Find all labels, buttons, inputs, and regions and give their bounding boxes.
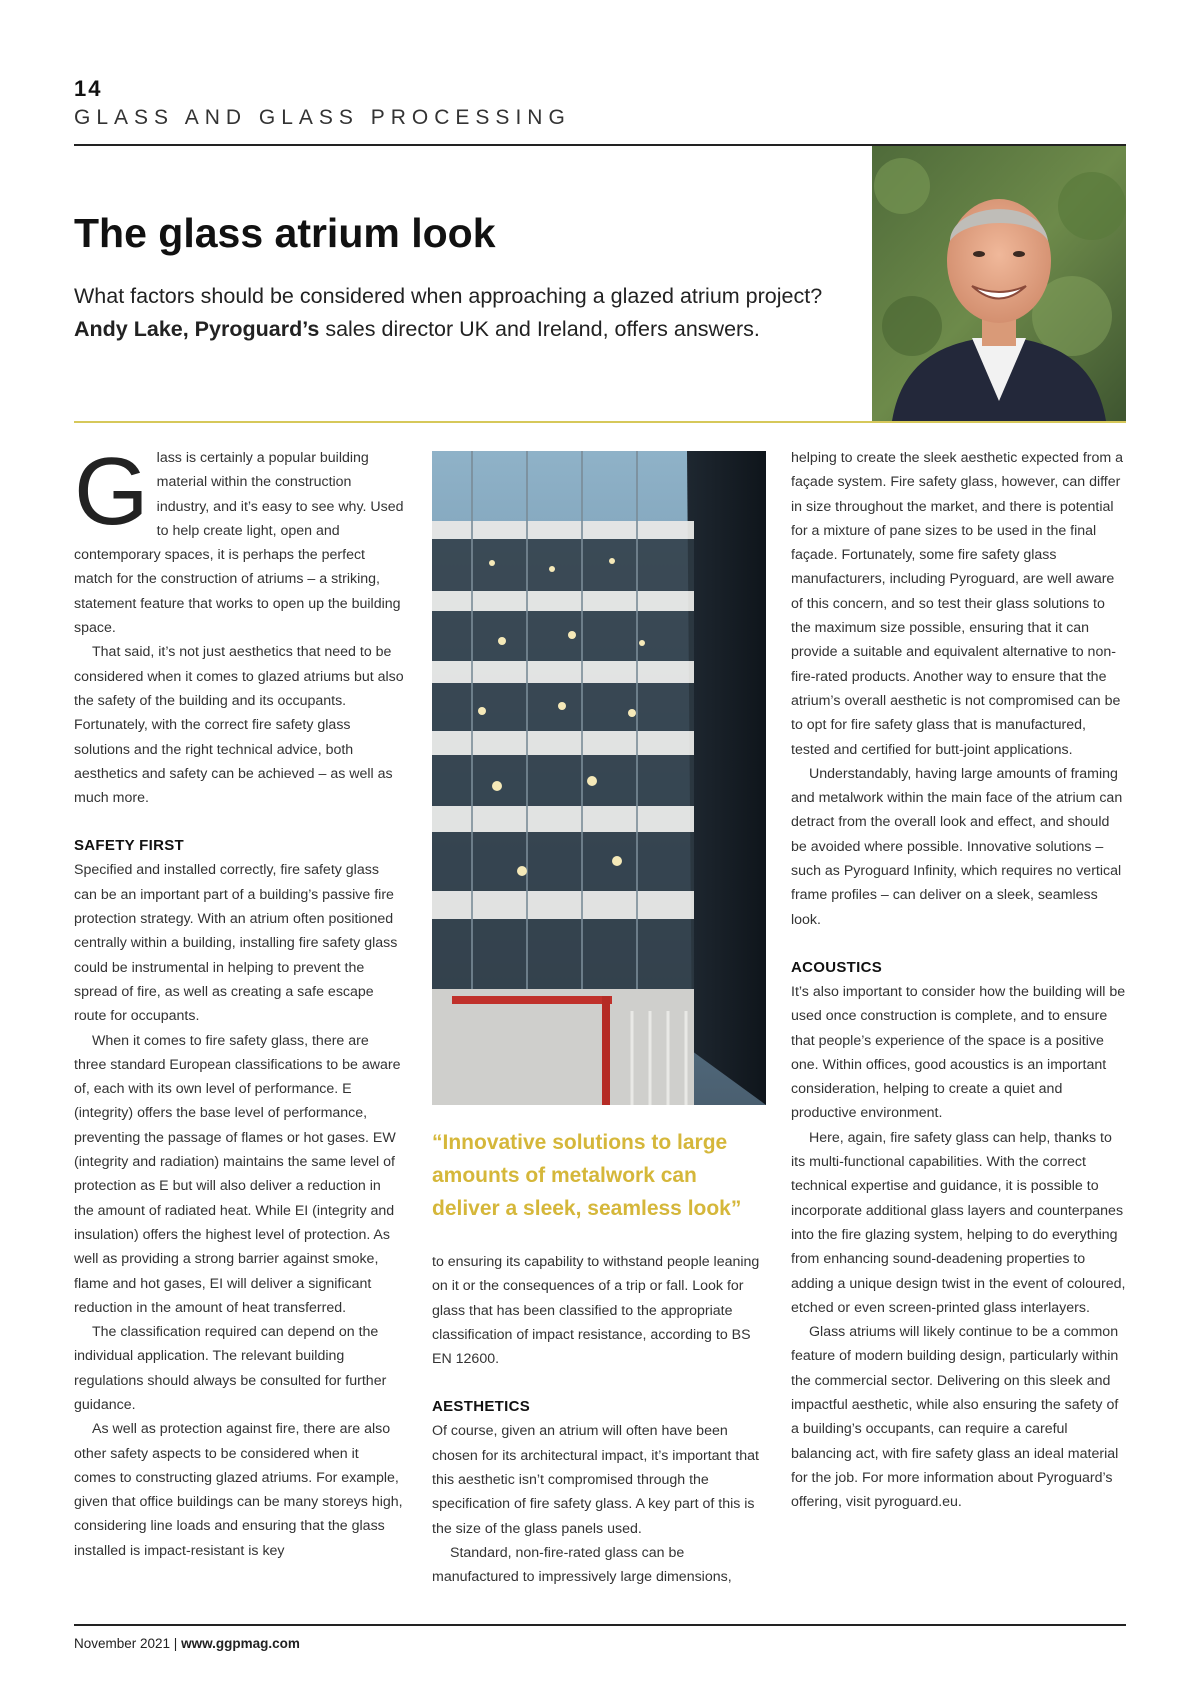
acoustics-paragraph-2: Here, again, fire safety glass can help, thanks to its multi-functional capabilities. With the correct technical expertise and guidance, it is possible to incorporate additional glass layers and counterpanes into the fire glazing system, helping to do everything from enhancing sound-deadening properties to adding a unique design twist in the event of coloured, etched or even screen-printed glass interlayers. (791, 1129, 1126, 1316)
aesthetics-paragraph-2: Standard, non-fire-rated glass can be manufactured to impressively large dimensions, (432, 1544, 732, 1586)
standfirst-question: What factors should be considered when approaching a glazed atrium project? (74, 284, 823, 308)
intro-paragraph: Glass is certainly a popular building material within the construction industry, and it’s easy to see why. Used to help create light, open and contemporary spaces, it is perhaps the perfect match for the construction of atriums – a striking, statement feature that works to open up the building space. (74, 438, 404, 637)
aesthetics-heading: AESTHETICS (432, 1398, 531, 1416)
safety-paragraph-1: Specified and installed correctly, fire safety glass can be an important part of a building’s passive fire protection strategy. With an atrium often positioned centrally within a building, installing fire safety glass could be instrumental in helping to prevent the spread of fire, as well as creating a safe escape route for occupants. (74, 862, 398, 1025)
footer (74, 1636, 300, 1651)
article-column-left (74, 438, 404, 1563)
author-portrait (872, 146, 1126, 421)
byline-role: sales director UK and Ireland, offers answers. (319, 317, 760, 341)
safety-heading: SAFETY FIRST (74, 837, 184, 855)
title-divider (74, 421, 1126, 423)
acoustics-paragraph-3: Glass atriums will likely continue to be a common feature of modern building design, particularly within the commercial sector. Delivering on this sleek and impactful aesthetic, while also ensuring the safety of a building’s occupants, can require a careful balancing act, with fire safety glass an ideal material for the job. For more information about Pyroguard’s offering, visit pyroguard.eu. (791, 1324, 1119, 1511)
article-column-middle (432, 1250, 762, 1590)
safety-paragraph-3: The classification required can depend on the individual application. The relevant building regulations should always be consulted for further guidance. (74, 1324, 387, 1413)
footer-website-link[interactable]: www.ggpmag.com (181, 1636, 300, 1651)
article-title: The glass atrium look (74, 210, 496, 256)
intro-paragraph-2: That said, it’s not just aesthetics that need to be considered when it comes to glazed atriums but also the safety of the building and its occupants. Fortunately, with the correct fire safety glass solutions and the right technical advice, both aesthetics and safety can be achieved – as well as much more. (74, 644, 404, 807)
footer-date: November 2021 | (74, 1636, 182, 1651)
safety-paragraph-4: As well as protection against fire, there are also other safety aspects to be considered when it comes to constructing glazed atriums. For example, given that office buildings can be many storeys high, considering line loads and ensuring that the glass installed is impact-resistant is key (74, 1421, 403, 1559)
pull-quote: “Innovative solutions to large amounts of metalwork can deliver a sleek, seamless look” (432, 1131, 742, 1220)
standfirst-byline (74, 313, 874, 346)
footer-divider (74, 1624, 1126, 1626)
impact-paragraph: to ensuring its capability to withstand people leaning on it or the consequences of a trip or fall. Look for glass that has been classified to the appropriate classification of impact resistance, according to BS EN 12600. (432, 1254, 760, 1368)
page-number: 14 (74, 76, 103, 101)
aesthetics-paragraph-4: Understandably, having large amounts of framing and metalwork within the main face of the atrium can detract from the overall look and effect, and should be avoided where possible. Innovative solutions – such as Pyroguard Infinity, which requires no vertical frame profiles – can deliver on a sleek, seamless look. (791, 765, 1123, 928)
section-label: GLASS AND GLASS PROCESSING (74, 106, 571, 129)
article-column-right (791, 446, 1127, 1514)
author-portrait-image (872, 146, 1126, 421)
acoustics-heading: ACOUSTICS (791, 958, 883, 976)
aesthetics-paragraph-3: helping to create the sleek aesthetic expected from a façade system. Fire safety glass, however, can differ in size throughout the market, and there is potential for a mixture of pane sizes to be used in the final façade. Fortunately, some fire safety glass manufacturers, including Pyroguard, are well aware of this concern, and so test their glass solutions to the maximum size possible, ensuring that it can provide a suitable and equivalent alternative to non-fire-rated products. Another way to ensure that the atrium’s overall aesthetic is not compromised can be to opt for fire safety glass that is manufactured, tested and certified for butt-joint applications. (791, 450, 1124, 758)
atrium-photo-image (432, 451, 766, 1105)
standfirst (74, 280, 874, 346)
aesthetics-paragraph-1: Of course, given an atrium will often have been chosen for its architectural impact, it’s important that this aesthetic isn’t compromised through the specification of fire safety glass. A key part of this is the size of the glass panels used. (432, 1423, 759, 1537)
byline-name: Andy Lake, Pyroguard’s (74, 317, 320, 341)
acoustics-paragraph-1: It’s also important to consider how the building will be used once construction is complete, and to ensure that people’s experience of the space is a positive one. Within offices, good acoustics is an important consideration, helping to create a quiet and productive environment. (791, 983, 1126, 1122)
atrium-photo (432, 451, 766, 1105)
drop-cap: G (74, 438, 149, 545)
safety-paragraph-2: When it comes to fire safety glass, there are three standard European classifications to be aware of, each with its own level of performance. E (integrity) offers the base level of performance, preventing the passage of flames or hot gases. EW (integrity and radiation) maintains the same level of protection as E but will also deliver a reduction in the amount of radiated heat. While EI (integrity and insulation) offers the highest level of protection. As well as providing a strong barrier against smoke, flame and hot gases, EI will deliver a significant reduction in the amount of heat transferred. (74, 1032, 401, 1316)
